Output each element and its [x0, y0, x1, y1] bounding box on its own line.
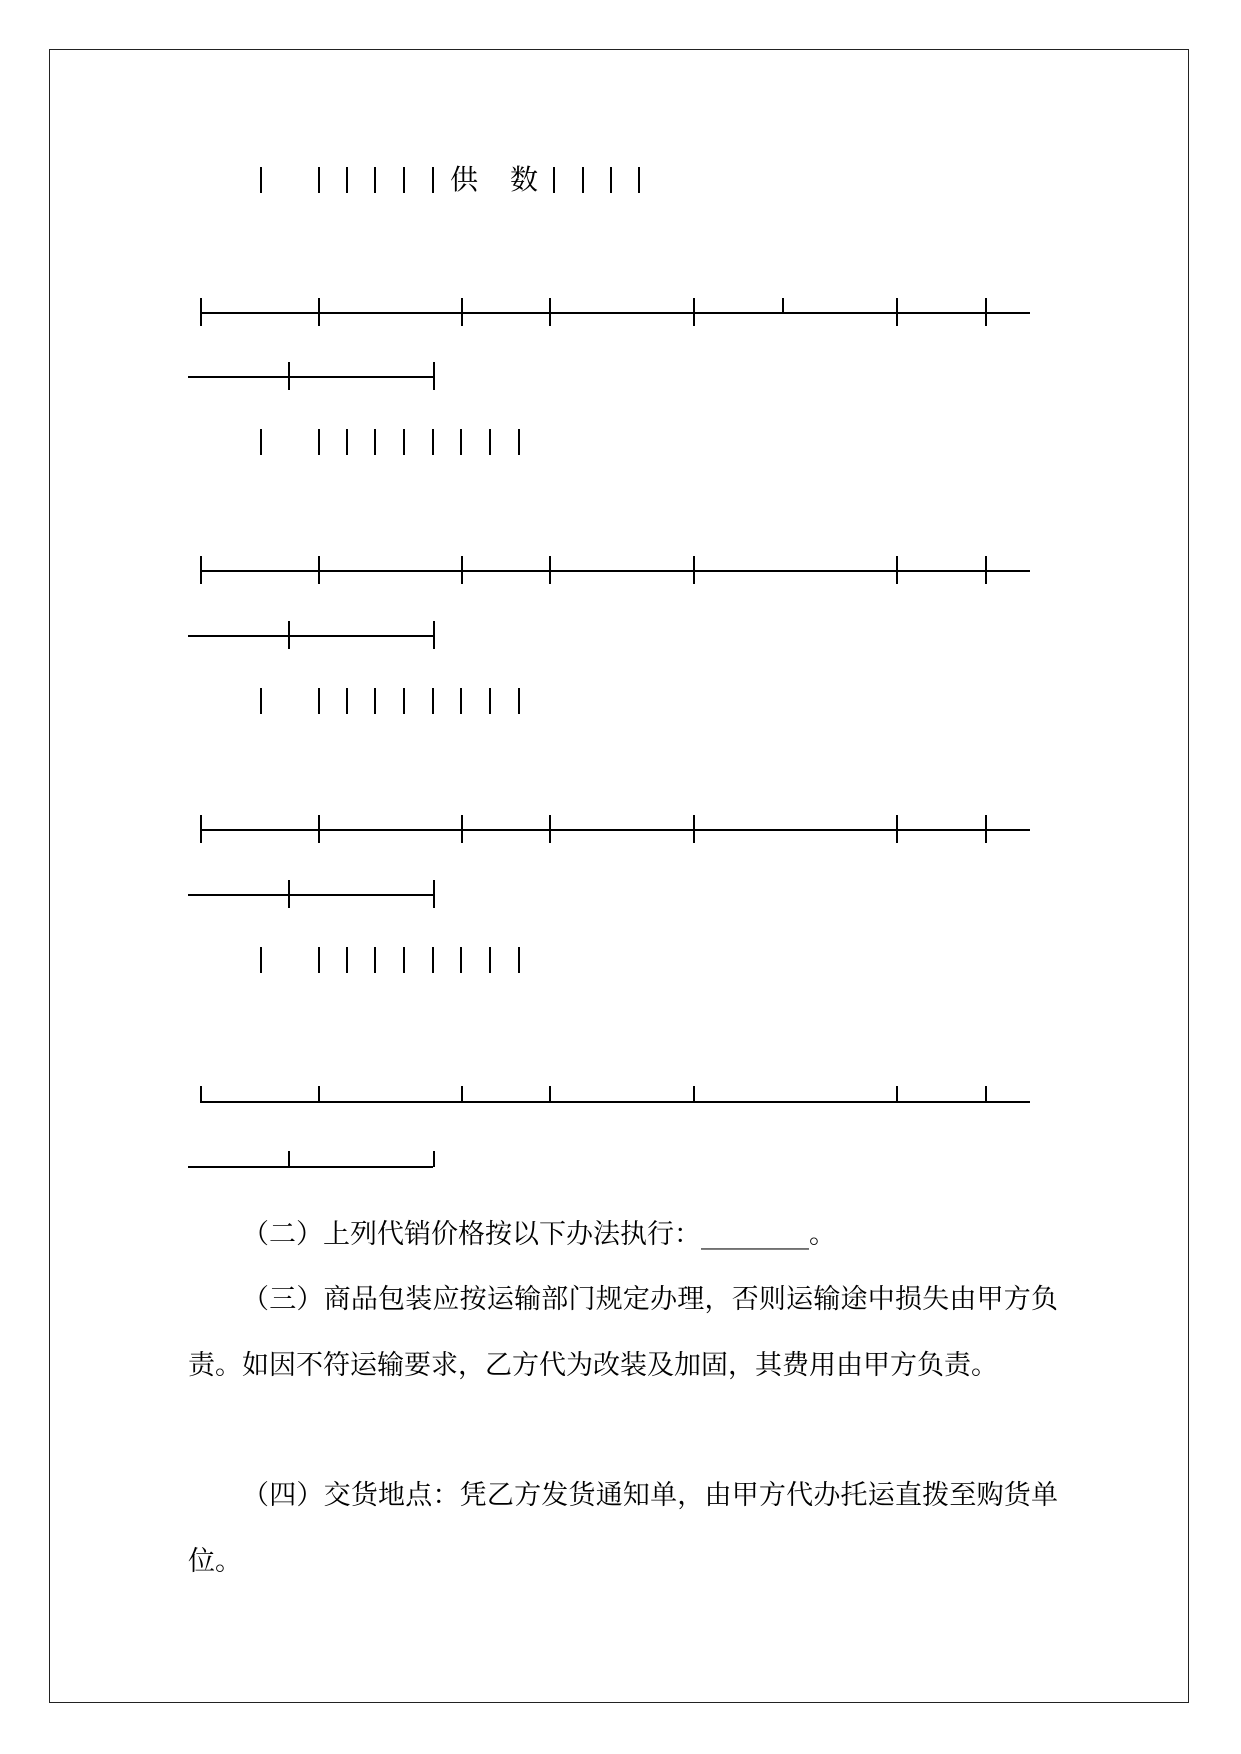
- table-separator-line-continued: [0, 878, 1241, 918]
- table-bottom-border: [0, 1072, 1241, 1112]
- table-data-row: [0, 425, 1241, 465]
- table-header-row: [0, 162, 1241, 202]
- clause-2-pricing: （二）上列代销价格按以下办法执行：________。: [242, 1219, 836, 1250]
- clause-3-packaging: （三）商品包装应按运输部门规定办理，否则运输途中损失由甲方负责。如因不符运输要求，乙方代为改装及加固，其费用由甲方负责。: [188, 1284, 1058, 1381]
- table-data-row: [0, 684, 1241, 724]
- table-header-cell-supply: 供: [450, 163, 479, 196]
- table-separator-line: [0, 296, 1241, 336]
- table-separator-line: [0, 554, 1241, 594]
- table-separator-line: [0, 813, 1241, 853]
- table-data-row: [0, 943, 1241, 983]
- clause-4-delivery: （四）交货地点：凭乙方发货通知单，由甲方代办托运直拨至购货单位。: [188, 1480, 1058, 1577]
- table-separator-line-continued: [0, 619, 1241, 659]
- table-separator-line-continued: [0, 360, 1241, 400]
- table-bottom-border-continued: [0, 1137, 1241, 1177]
- table-header-cell-quantity: 数: [510, 163, 539, 196]
